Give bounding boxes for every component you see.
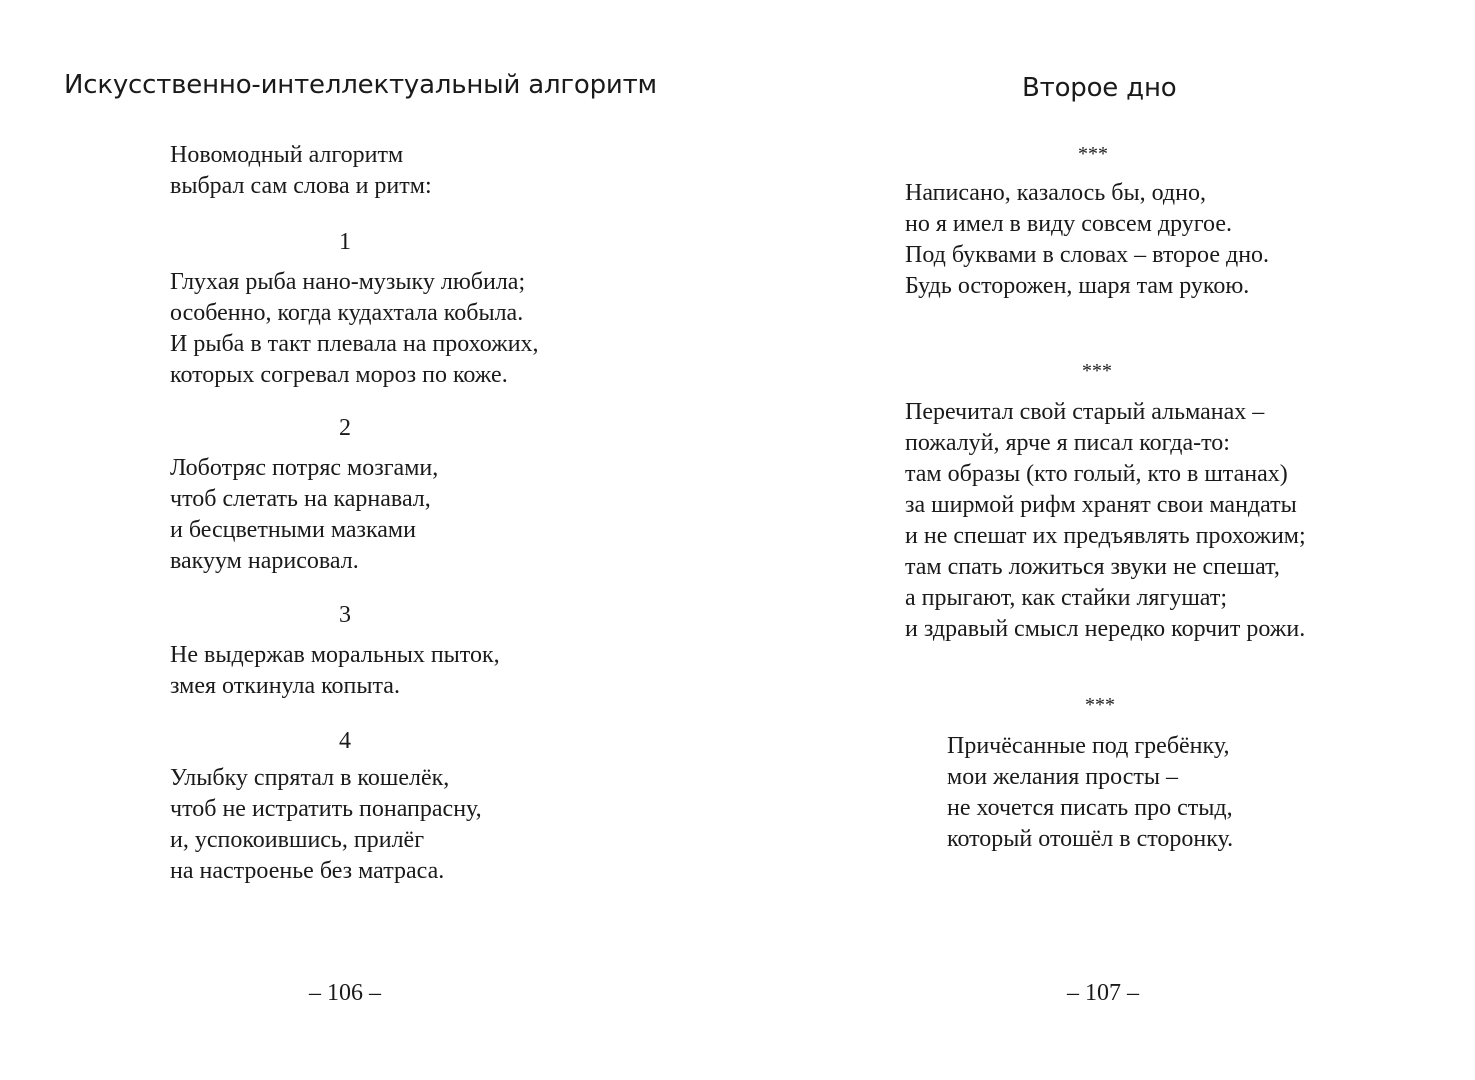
poem-line: Улыбку спрятал в кошелёк, [170,765,450,791]
poem-line: не хочется писать про стыд, [947,795,1233,821]
stanza-separator: *** [1078,143,1108,165]
page-title: Искусственно-интеллектуальный алгоритм [64,70,657,100]
stanza [170,763,482,887]
poem-line: а прыгают, как стайки лягушат; [905,585,1227,611]
poem-line: Будь осторожен, шаря там рукою. [905,273,1250,299]
poem-line: за ширмой рифм хранят свои мандаты [905,492,1297,518]
right-page [737,0,1475,1080]
poem-line: вакуум нарисовал. [170,548,359,574]
poem-line: и, успокоившись, прилёг [170,827,425,853]
poem-line: там образы (кто голый, кто в штанах) [905,461,1288,487]
section-number: 4 [339,728,351,754]
poem-line: и не спешат их предъявлять прохожим; [905,523,1306,549]
stanza-separator: *** [1082,360,1112,382]
page-number: – 107 – [1067,980,1139,1006]
section-number: 3 [339,602,351,628]
poem-line: пожалуй, ярче я писал когда-то: [905,430,1230,456]
poem-line: и здравый смысл нередко корчит рожи. [905,616,1306,642]
poem-line: Новомодный алгоритм [170,142,404,168]
poem-line: И рыба в такт плевала на прохожих, [170,331,539,357]
section-number: 2 [339,415,351,441]
poem-line: и бесцветными мазками [170,517,416,543]
poem-line: Глухая рыба нано-музыку любила; [170,269,526,295]
page-number: – 106 – [309,980,381,1006]
left-page [0,0,737,1080]
poem-line: Перечитал свой старый альманах – [905,399,1265,425]
page-title: Второе дно [1022,73,1177,103]
poem-line: чтоб слетать на карнавал, [170,486,431,512]
poem-line: на настроенье без матраса. [170,858,445,884]
poem-line: Написано, казалось бы, одно, [905,180,1206,206]
poem-line: но я имел в виду совсем другое. [905,211,1232,237]
poem-line: особенно, когда кудахтала кобыла. [170,300,524,326]
stanza [170,453,438,577]
stanza [947,731,1233,855]
stanza [905,178,1269,302]
poem-line: которых согревал мороз по коже. [170,362,508,388]
stanza [905,397,1306,645]
poem-line: змея откинула копыта. [170,673,400,699]
poem-line: Причёсанные под гребёнку, [947,733,1230,759]
stanza [170,267,539,391]
poem-line: чтоб не истратить понапрасну, [170,796,482,822]
stanza [170,640,500,702]
poem-line: Под буквами в словах – второе дно. [905,242,1270,268]
poem-line: Лоботряс потряс мозгами, [170,455,439,481]
poem-line: Не выдержав моральных пыток, [170,642,500,668]
section-number: 1 [339,229,351,255]
stanza-separator: *** [1085,694,1115,716]
poem-intro [170,140,432,202]
poem-line: который отошёл в сторонку. [947,826,1234,852]
poem-line: там спать ложиться звуки не спешат, [905,554,1280,580]
poem-line: выбрал сам слова и ритм: [170,173,432,199]
poem-line: мои желания просты – [947,764,1179,790]
